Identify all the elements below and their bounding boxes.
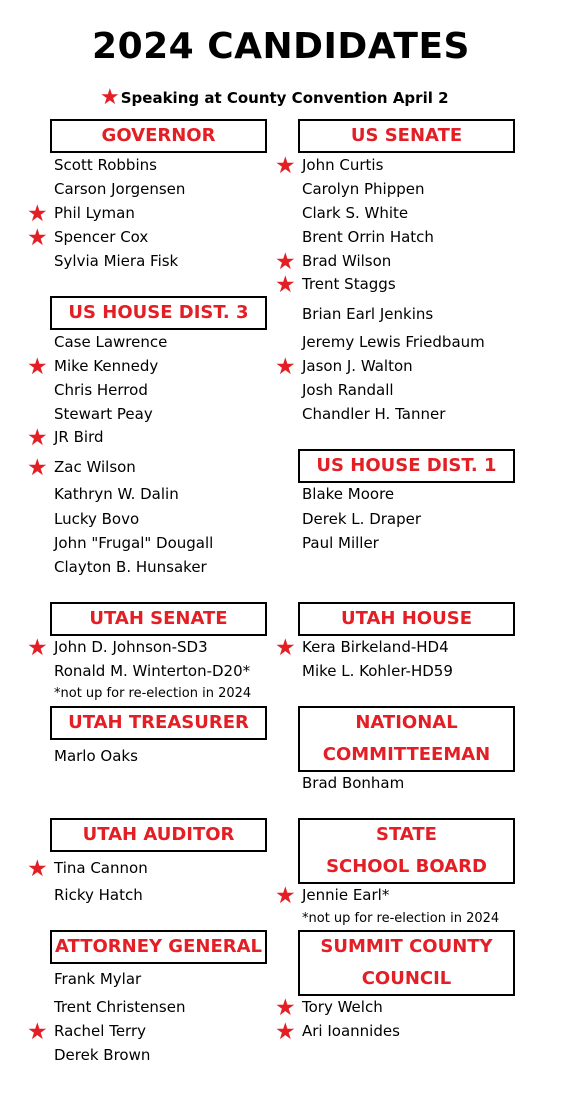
candidate-name: Trent Christensen — [54, 998, 186, 1016]
candidate-name: Brad Wilson — [302, 252, 392, 270]
candidate-name: Kera Birkeland-HD4 — [302, 638, 449, 656]
utah-treasurer-header: UTAH TREASURER — [50, 706, 267, 740]
legend-text: Speaking at County Convention April 2 — [120, 89, 449, 107]
candidate-name: Kathryn W. Dalin — [54, 485, 179, 503]
candidate-name: Blake Moore — [302, 485, 395, 503]
attorney-general-header: ATTORNEY GENERAL — [50, 930, 267, 964]
candidate-name: Derek Brown — [54, 1046, 151, 1064]
star-icon: ★ — [275, 994, 296, 1020]
candidate-name: Lucky Bovo — [54, 510, 140, 528]
candidate-name: Paul Miller — [302, 534, 379, 552]
header-line: SCHOOL BOARD — [326, 856, 487, 877]
candidate-name: Josh Randall — [302, 381, 394, 399]
candidate-name: Carson Jorgensen — [54, 180, 186, 198]
page-title: 2024 CANDIDATES — [92, 26, 470, 67]
star-icon: ★ — [275, 1018, 296, 1044]
star-icon: ★ — [275, 152, 296, 178]
star-icon: ★ — [100, 85, 120, 110]
utah-auditor-header: UTAH AUDITOR — [50, 818, 267, 852]
star-icon: ★ — [27, 224, 48, 250]
candidate-name: Ricky Hatch — [54, 886, 143, 904]
summit-county-council-header — [298, 930, 515, 996]
candidate-name: JR Bird — [54, 428, 104, 446]
candidate-name: Ronald M. Winterton-D20* — [54, 662, 251, 680]
star-icon: ★ — [275, 248, 296, 274]
candidate-name: Tina Cannon — [54, 859, 148, 877]
header-line: COUNCIL — [361, 968, 452, 989]
star-icon: ★ — [275, 634, 296, 660]
candidate-name: Scott Robbins — [54, 156, 157, 174]
candidate-name: John "Frugal" Dougall — [54, 534, 214, 552]
candidate-name: Jennie Earl* — [302, 886, 390, 904]
utah-house-header: UTAH HOUSE — [298, 602, 515, 636]
candidate-name: Marlo Oaks — [54, 747, 138, 765]
footnote: *not up for re-election in 2024 — [302, 911, 500, 926]
footnote: *not up for re-election in 2024 — [54, 686, 252, 701]
star-icon: ★ — [27, 353, 48, 379]
candidate-name: Mike Kennedy — [54, 357, 159, 375]
star-icon: ★ — [275, 353, 296, 379]
star-icon: ★ — [275, 882, 296, 908]
candidate-name: Spencer Cox — [54, 228, 149, 246]
legend — [100, 84, 449, 109]
candidate-name: Clark S. White — [302, 204, 409, 222]
candidate-name: Derek L. Draper — [302, 510, 422, 528]
candidate-name: Brian Earl Jenkins — [302, 305, 434, 323]
candidate-name: Brad Bonham — [302, 774, 405, 792]
candidate-name: Brent Orrin Hatch — [302, 228, 434, 246]
star-icon: ★ — [27, 855, 48, 881]
candidate-name: Ari Ioannides — [302, 1022, 400, 1040]
candidate-name: Carolyn Phippen — [302, 180, 425, 198]
header-line: COMMITTEEMAN — [322, 744, 491, 765]
candidate-name: Stewart Peay — [54, 405, 153, 423]
candidate-name: Phil Lyman — [54, 204, 135, 222]
state-school-board-header — [298, 818, 515, 884]
candidate-name: Rachel Terry — [54, 1022, 146, 1040]
candidate-name: Clayton B. Hunsaker — [54, 558, 207, 576]
candidate-name: Frank Mylar — [54, 970, 142, 988]
governor-header: GOVERNOR — [50, 119, 267, 153]
candidate-name: Jeremy Lewis Friedbaum — [302, 333, 485, 351]
header-line: STATE — [376, 824, 437, 845]
star-icon: ★ — [27, 634, 48, 660]
candidate-name: Trent Staggs — [302, 275, 396, 293]
candidate-name: Tory Welch — [302, 998, 383, 1016]
candidate-name: Chris Herrod — [54, 381, 148, 399]
star-icon: ★ — [27, 424, 48, 450]
candidate-name: John D. Johnson-SD3 — [54, 638, 208, 656]
star-icon: ★ — [27, 200, 48, 226]
header-line: NATIONAL — [355, 712, 458, 733]
star-icon: ★ — [27, 454, 48, 480]
candidate-name: Chandler H. Tanner — [302, 405, 446, 423]
header-line: SUMMIT COUNTY — [320, 936, 493, 957]
candidate-name: Zac Wilson — [54, 458, 136, 476]
us-senate-header: US SENATE — [298, 119, 515, 153]
candidate-name: Mike L. Kohler-HD59 — [302, 662, 453, 680]
national-committeeman-header — [298, 706, 515, 772]
us-house-1-header: US HOUSE DIST. 1 — [298, 449, 515, 483]
utah-senate-header: UTAH SENATE — [50, 602, 267, 636]
candidate-name: Sylvia Miera Fisk — [54, 252, 179, 270]
candidate-name: John Curtis — [302, 156, 384, 174]
candidate-name: Case Lawrence — [54, 333, 168, 351]
star-icon: ★ — [27, 1018, 48, 1044]
us-house-3-header: US HOUSE DIST. 3 — [50, 296, 267, 330]
candidate-name: Jason J. Walton — [302, 357, 413, 375]
star-icon: ★ — [275, 271, 296, 297]
